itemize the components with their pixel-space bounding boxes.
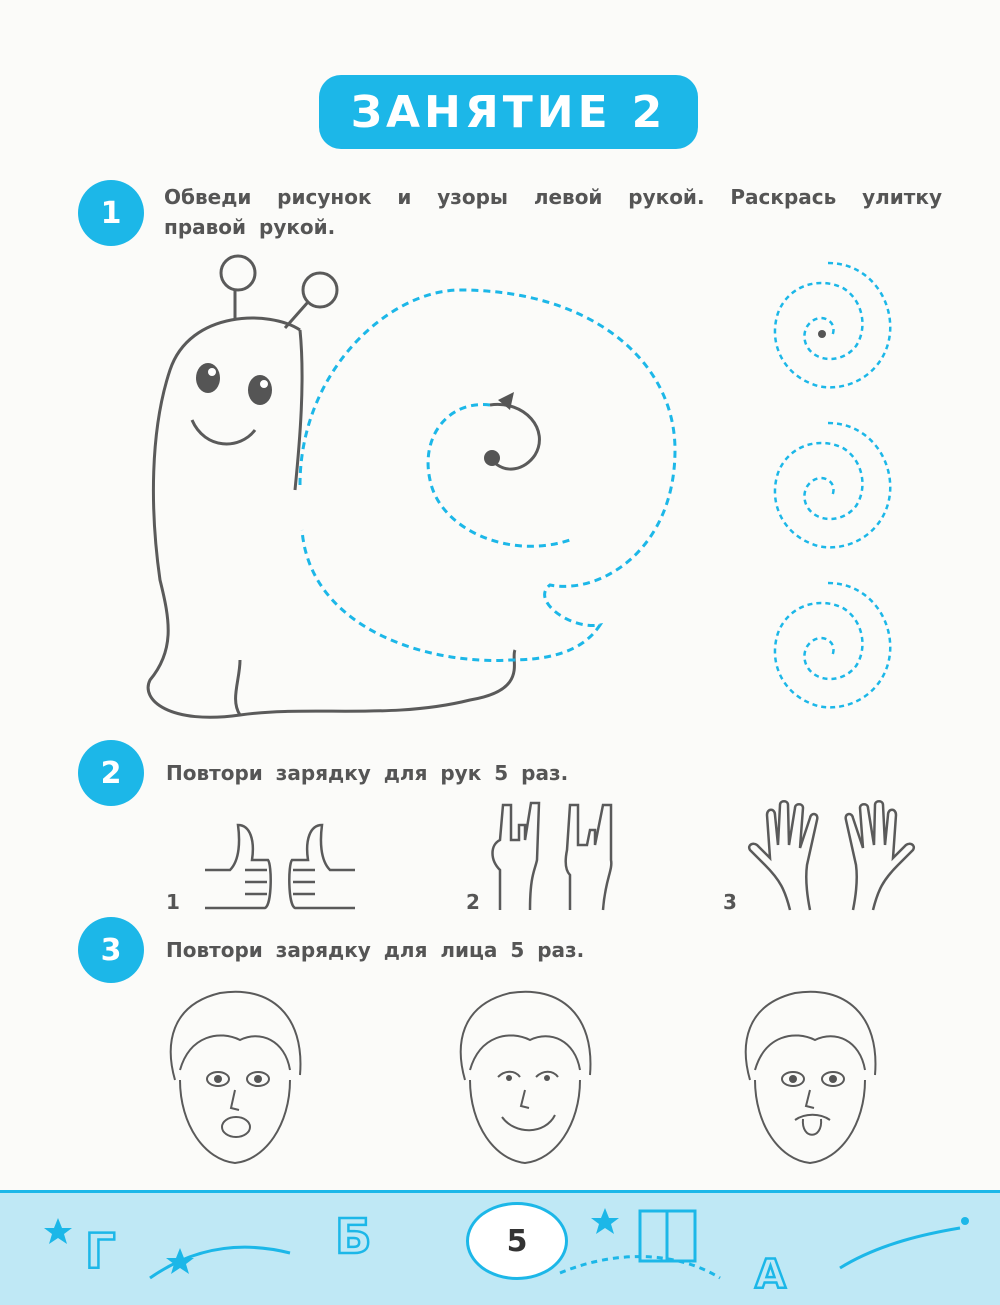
snail-foot xyxy=(236,660,240,715)
snail-eye-right xyxy=(248,375,272,405)
face-exercise-1 xyxy=(160,985,310,1170)
face-exercise-3 xyxy=(735,985,885,1170)
snail-smile xyxy=(192,420,255,444)
horns-hands-illustration xyxy=(485,800,635,915)
spiral-pattern-1 xyxy=(758,258,898,398)
task-2-number-badge: 2 xyxy=(78,740,144,806)
footer-letter-g: Г xyxy=(85,1224,116,1280)
hand-step-3-label: 3 xyxy=(723,890,737,914)
task-2-text: Повтори зарядку для рук 5 раз. xyxy=(166,761,569,785)
footer-letter-a: А xyxy=(755,1252,786,1298)
lesson-title-word: ЗАНЯТИЕ xyxy=(350,86,612,138)
task-3-text: Повтори зарядку для лица 5 раз. xyxy=(166,938,585,962)
task-1-text: Обведи рисунок и узоры левой рукой. Раскрась улитку правой рукой. xyxy=(164,185,942,239)
antenna-left xyxy=(221,256,255,290)
footer-letter-b: Б xyxy=(335,1209,372,1265)
lesson-title xyxy=(319,75,698,149)
task-3-number-badge: 3 xyxy=(78,917,144,983)
open-palms-illustration xyxy=(745,800,920,915)
lesson-title-number: 2 xyxy=(631,86,667,138)
hand-step-1-label: 1 xyxy=(166,890,180,914)
spiral-pattern-2 xyxy=(758,418,898,558)
thumbs-up-hands-illustration xyxy=(200,820,360,915)
antenna-right xyxy=(303,273,337,307)
snail-illustration xyxy=(130,250,700,730)
snail-eye-left xyxy=(196,363,220,393)
spiral-pattern-3 xyxy=(758,578,898,718)
face-exercise-2 xyxy=(450,985,600,1170)
task-1-number-badge: 1 xyxy=(78,180,144,246)
snail-shell-dashed xyxy=(300,290,675,660)
hand-step-2-label: 2 xyxy=(466,890,480,914)
page-number: 5 xyxy=(466,1202,568,1280)
